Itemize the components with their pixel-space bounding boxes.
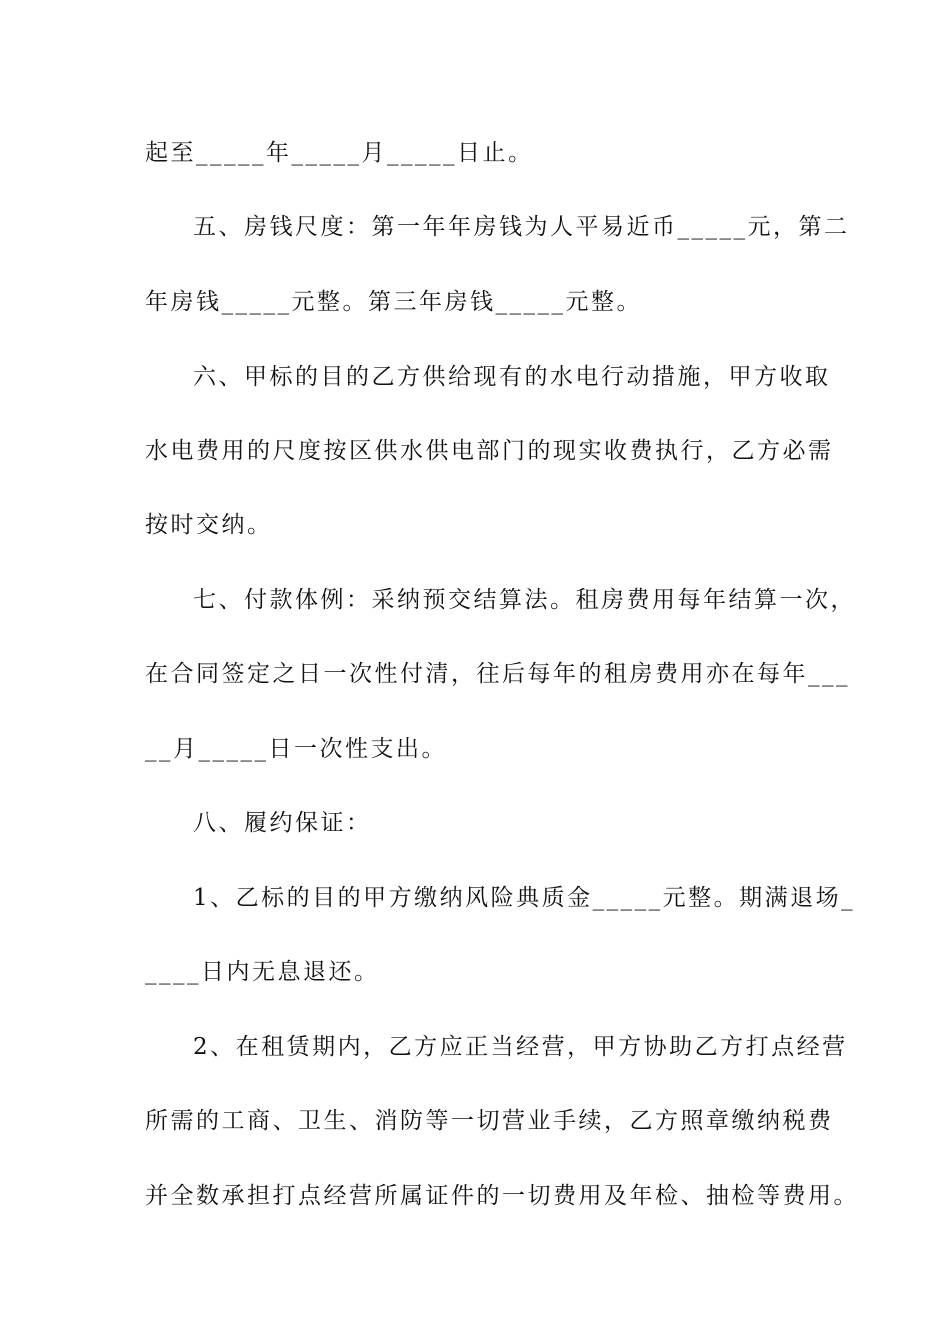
clause-5-line-1: 五、房钱尺度：第一年年房钱为人平易近币_____元，第二 [193,214,850,240]
clause-8-item-2-line-1: 2、在租赁期内，乙方应正当经营，甲方协助乙方打点经营 [193,1034,848,1060]
clause-8-item-1-line-2: ____日内无息退还。 [145,959,380,985]
clause-7-line-3: __月_____日一次性支出。 [145,736,447,762]
clause-8-item-1-line-1: 1、乙标的目的甲方缴纳风险典质金_____元整。期满退场_ [193,885,856,911]
clause-8-item-2-line-2: 所需的工商、卫生、消防等一切营业手续，乙方照章缴纳税费 [145,1108,834,1134]
clause-8-heading: 八、履约保证： [193,810,372,836]
clause-8-item-2-line-3: 并全数承担打点经营所属证件的一切费用及年检、抽检等费用。 [145,1183,859,1209]
clause-6-line-3: 按时交纳。 [145,512,273,538]
clause-6-line-2: 水电费用的尺度按区供水供电部门的现实收费执行，乙方必需 [145,438,834,464]
clause-6-line-1: 六、甲标的目的乙方供给现有的水电行动措施，甲方收取 [193,364,831,390]
clause-5-line-2: 年房钱_____元整。第三年房钱_____元整。 [145,289,642,315]
clause-7-line-2: 在合同签定之日一次性付清，往后每年的租房费用亦在每年___ [145,661,850,687]
text-line-1: 起至_____年_____月_____日止。 [145,140,534,166]
clause-7-line-1: 七、付款体例：采纳预交结算法。租房费用每年结算一次， [193,587,856,613]
